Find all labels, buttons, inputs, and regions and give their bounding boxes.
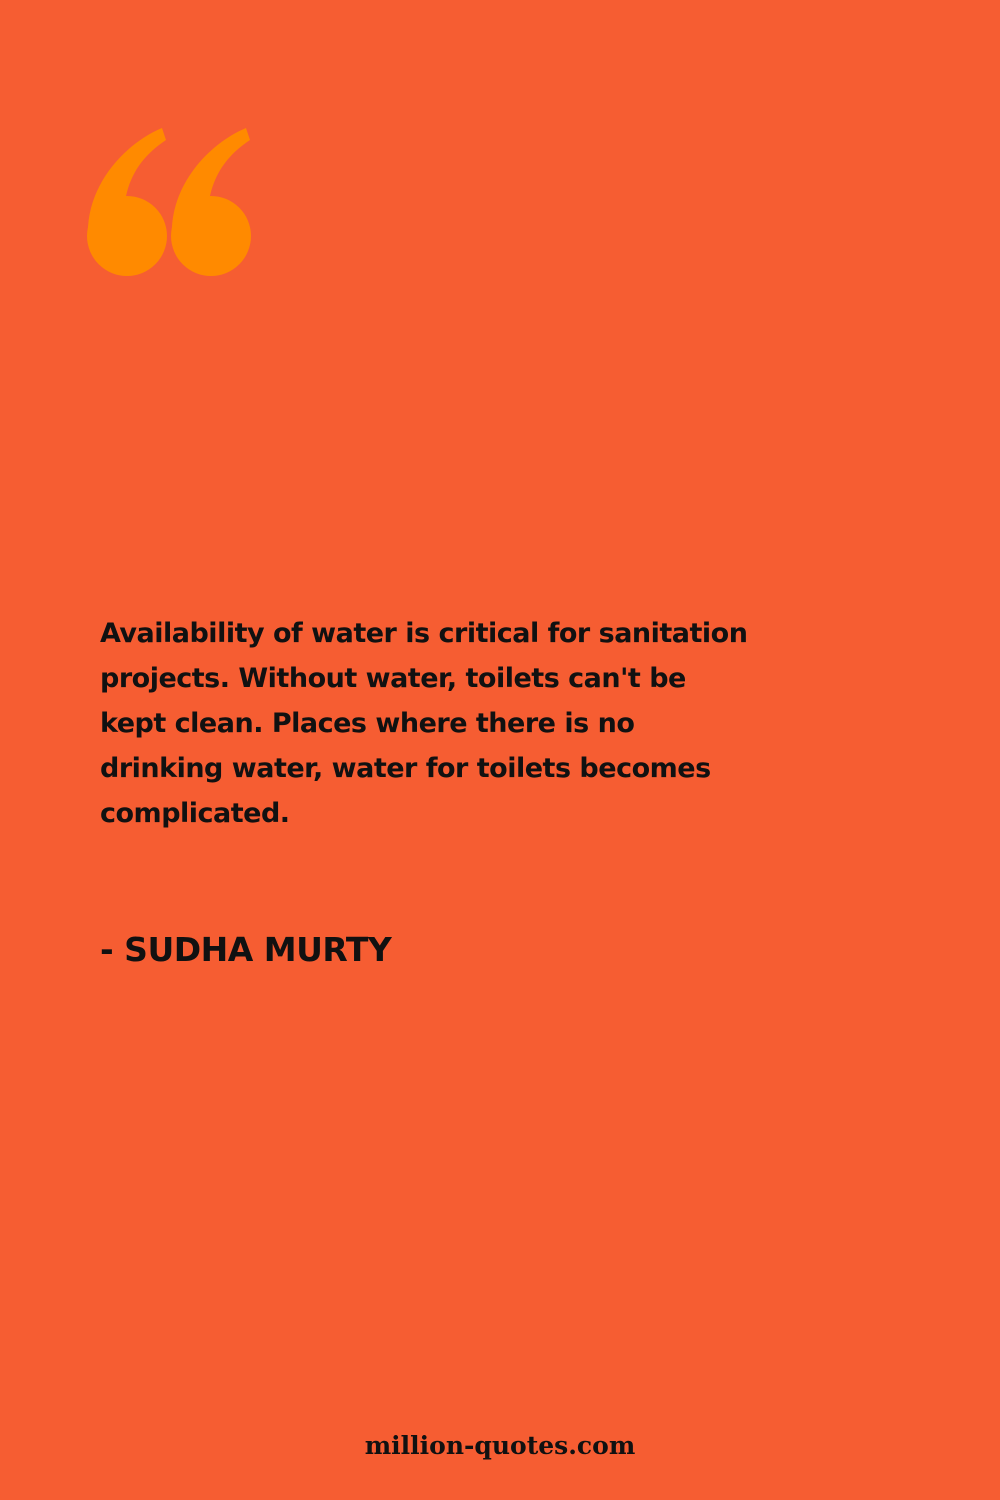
site-watermark: million-quotes.com bbox=[364, 1431, 636, 1460]
quote-line: drinking water, water for toilets becomes bbox=[100, 753, 711, 784]
open-quote-icon bbox=[84, 126, 254, 276]
quote-author: - SUDHA MURTY bbox=[100, 930, 392, 969]
quote-line: projects. Without water, toilets can't be bbox=[100, 663, 686, 694]
quote-line: complicated. bbox=[100, 798, 290, 829]
quote-line: Availability of water is critical for sanitation bbox=[100, 618, 748, 649]
quote-text bbox=[100, 611, 820, 836]
quote-line: kept clean. Places where there is no bbox=[100, 708, 635, 739]
